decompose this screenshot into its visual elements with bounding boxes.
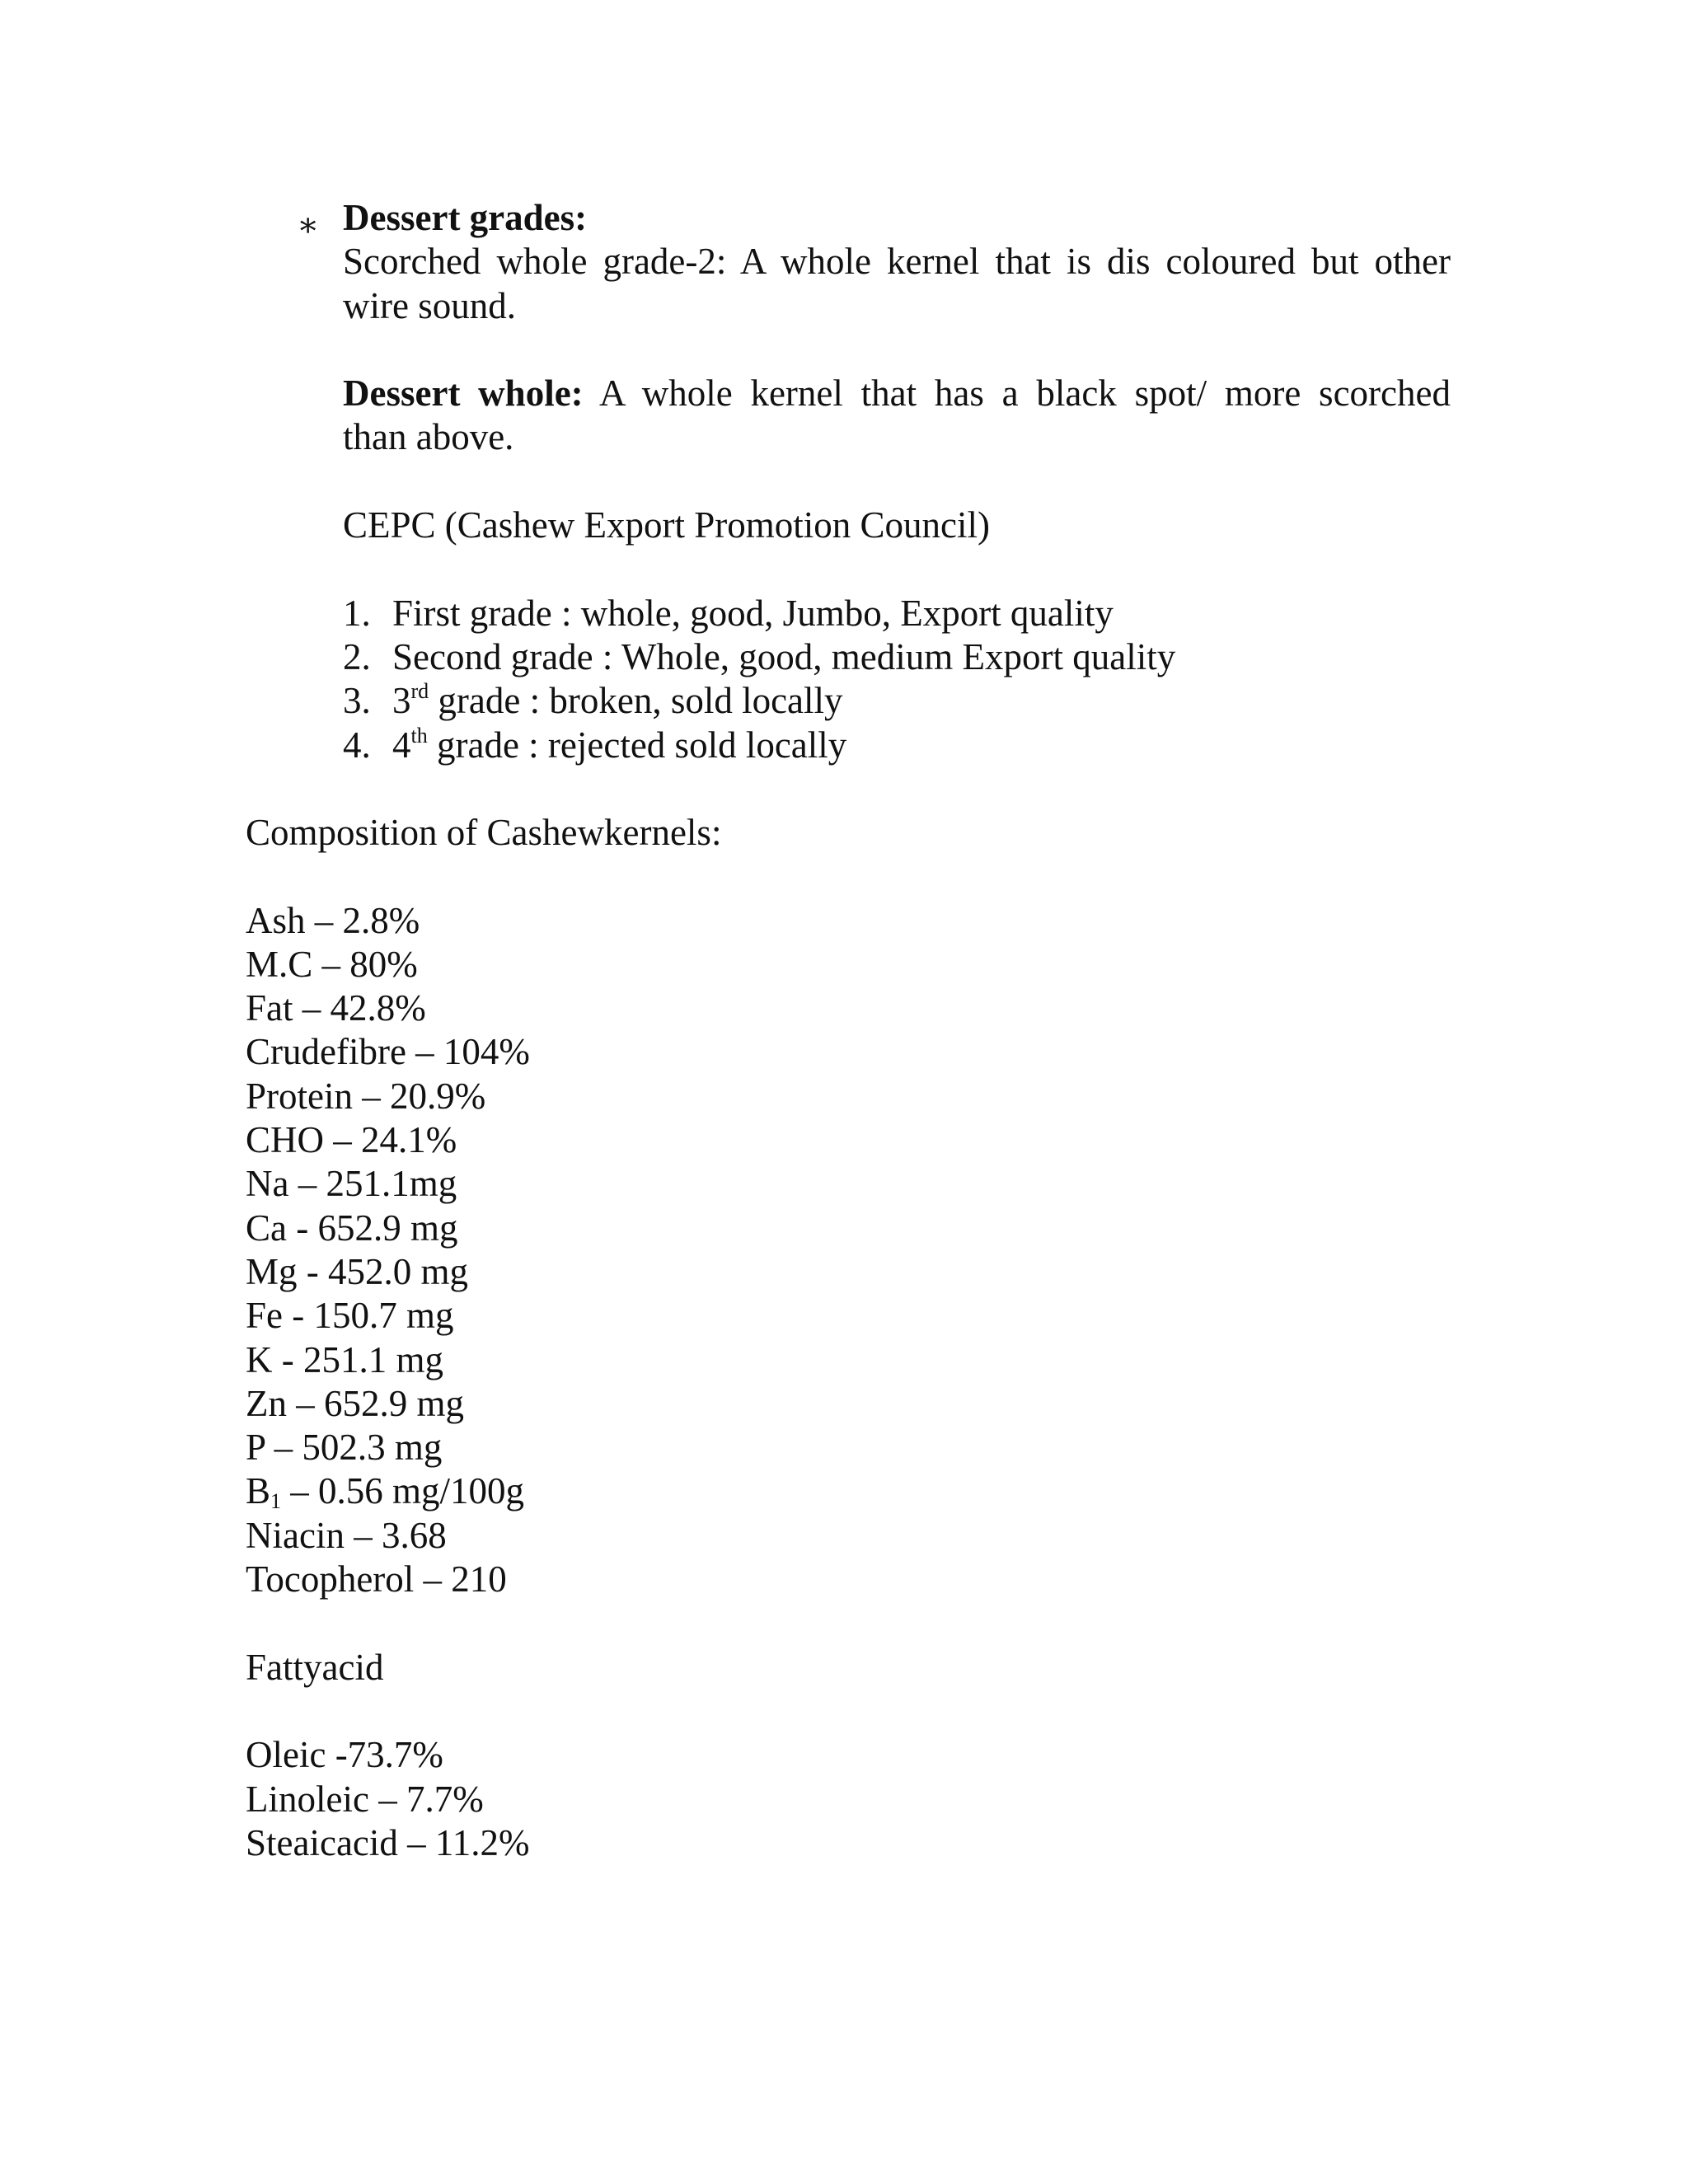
composition-item: K - 251.1 mg (246, 1338, 443, 1380)
composition-item: Protein – 20.9% (246, 1075, 486, 1117)
grade-number: 3. (343, 680, 371, 722)
bullet-star-icon: ∗ (297, 206, 320, 243)
grade-ordinal-suffix: th (410, 723, 428, 748)
composition-item: Niacin – 3.68 (246, 1514, 447, 1556)
cepc-grade-list (343, 592, 1451, 767)
fatty-acid-list (246, 1733, 1400, 1865)
grade-text: First grade : whole, good, Jumbo, Export quality (392, 592, 1114, 634)
grade-number: 2. (343, 635, 371, 677)
composition-item: Fe - 150.7 mg (246, 1295, 454, 1337)
composition-item: Na – 251.1mg (246, 1163, 457, 1205)
fatty-acid-item: Linoleic – 7.7% (246, 1778, 484, 1820)
b1-base: B (246, 1470, 271, 1512)
b1-value: – 0.56 mg/100g (281, 1470, 525, 1512)
dessert-whole-line-2: than above. (343, 416, 514, 458)
dessert-grades-heading: Dessert grades: (343, 197, 588, 238)
composition-item: CHO – 24.1% (246, 1119, 457, 1161)
cepc-heading: CEPC (Cashew Export Promotion Council) (343, 504, 990, 546)
grade-list-item (343, 592, 1451, 635)
composition-item: Zn – 652.9 mg (246, 1382, 464, 1424)
composition-item: Crudefibre – 104% (246, 1031, 530, 1073)
composition-section (246, 811, 1400, 1865)
grade-list-item (343, 724, 1451, 767)
composition-item: Ca - 652.9 mg (246, 1207, 458, 1249)
grade-list-item (343, 635, 1451, 679)
composition-item: Tocopherol – 210 (246, 1558, 507, 1601)
grade-ordinal: 4 (392, 724, 411, 766)
grade-text: Second grade : Whole, good, medium Export quality (392, 635, 1176, 677)
grade-number: 4. (343, 724, 371, 766)
fatty-acid-item: Oleic -73.7% (246, 1734, 443, 1776)
composition-item: Fat – 42.8% (246, 987, 426, 1029)
scorched-whole-line-1: Scorched whole grade-2: A whole kernel that is dis coloured but other (343, 241, 1451, 283)
fatty-acid-item: Steaicacid – 11.2% (246, 1821, 530, 1863)
grade-ordinal-suffix: rd (410, 679, 429, 704)
dessert-whole-line-1 (343, 372, 1451, 415)
grade-list-item (343, 679, 1451, 723)
fatty-acid-title: Fattyacid (246, 1646, 384, 1688)
composition-item: Ash – 2.8% (246, 899, 420, 941)
grade-ordinal: 3 (392, 680, 411, 722)
dessert-whole-label: Dessert whole: (343, 373, 584, 415)
composition-item: M.C – 80% (246, 943, 418, 985)
b1-subscript: 1 (270, 1489, 282, 1514)
dessert-grades-content (343, 196, 1451, 767)
composition-item-b1 (246, 1469, 1400, 1513)
composition-title: Composition of Cashewkernels: (246, 812, 722, 853)
composition-item: Mg - 452.0 mg (246, 1250, 468, 1292)
grade-text: grade : broken, sold locally (429, 680, 843, 722)
composition-item: P – 502.3 mg (246, 1427, 443, 1469)
scorched-whole-line-2: wire sound. (343, 284, 516, 326)
dessert-whole-description: A whole kernel that has a black spot/ more scorched (583, 373, 1451, 415)
composition-list (246, 899, 1400, 1602)
grade-text: grade : rejected sold locally (427, 724, 847, 766)
grade-number: 1. (343, 592, 371, 634)
